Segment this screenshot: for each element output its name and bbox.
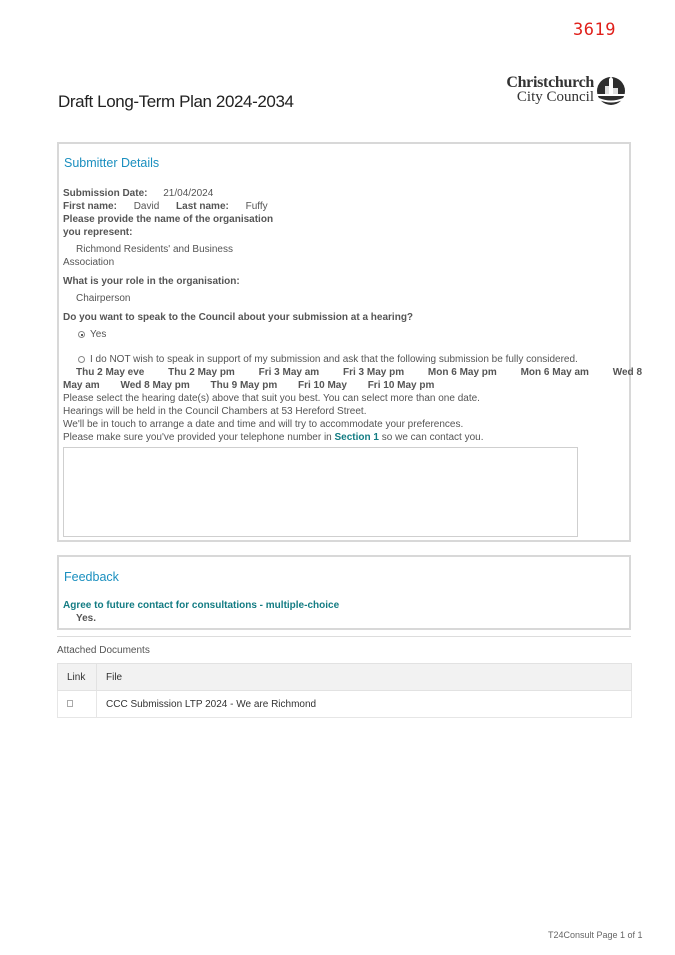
page-footer: T24Consult Page 1 of 1 xyxy=(548,930,643,940)
attachments-table xyxy=(57,663,632,718)
hearing-date: Fri 10 May xyxy=(298,380,347,391)
hearing-info-line-1: Please select the hearing date(s) above that suit you best. You can select more than one date. xyxy=(63,393,480,404)
hearing-info-line-2: Hearings will be held in the Council Chambers at 53 Hereford Street. xyxy=(63,406,367,417)
column-header-link: Link xyxy=(58,664,97,691)
table-row xyxy=(58,691,632,718)
hearing-date: Mon 6 May pm xyxy=(427,367,497,378)
hearing-date: Thu 2 May pm xyxy=(168,367,235,378)
hearing-option-no xyxy=(78,353,578,366)
hearing-date: May am xyxy=(63,380,100,391)
attachment-file-name: CCC Submission LTP 2024 - We are Richmond xyxy=(97,691,632,718)
submission-date-row xyxy=(63,187,213,200)
hearing-date: Mon 6 May am xyxy=(520,367,589,378)
hearing-date: Fri 3 May pm xyxy=(342,367,405,378)
council-logo xyxy=(500,75,628,107)
role-question: What is your role in the organisation: xyxy=(63,276,240,287)
attachment-link-cell[interactable] xyxy=(58,691,97,718)
document-number-stamp: 3619 xyxy=(573,20,616,40)
document-title: Draft Long-Term Plan 2024-2034 xyxy=(58,92,294,111)
comments-textarea[interactable] xyxy=(63,447,578,537)
column-header-file: File xyxy=(97,664,632,691)
hearing-date: Fri 3 May am xyxy=(258,367,320,378)
divider xyxy=(57,636,631,637)
feedback-question: Agree to future contact for consultations - multiple-choice xyxy=(63,600,340,611)
file-icon[interactable] xyxy=(67,700,73,707)
submitter-details-title: Submitter Details xyxy=(64,156,160,170)
hearing-info-line-3: We'll be in touch to arrange a date and time and will try to accommodate your preferences. xyxy=(63,419,464,430)
christchurch-cathedral-logo-icon xyxy=(595,76,627,106)
submission-date-value: 21/04/2024 xyxy=(163,188,214,199)
hearing-no-label: I do NOT wish to speak in support of my submission and ask that the following submission be fully considered. xyxy=(90,354,578,365)
org-question-line-2: you represent: xyxy=(63,227,133,238)
section-1-link[interactable]: Section 1 xyxy=(334,432,379,443)
submission-date-label: Submission Date: xyxy=(63,188,148,199)
table-header-row xyxy=(58,664,632,691)
last-name-value: Fuffy xyxy=(245,201,268,212)
role-answer: Chairperson xyxy=(76,293,131,304)
hearing-dates-line-1 xyxy=(76,366,642,379)
feedback-panel xyxy=(57,555,631,630)
feedback-title: Feedback xyxy=(64,570,119,584)
hearing-date: Wed 8 May pm xyxy=(120,380,190,391)
hearing-info-line-4: Please make sure you've provided your telephone number in Section 1 so we can contact you. xyxy=(63,432,484,443)
hearing-date: Thu 2 May eve xyxy=(76,367,145,378)
first-name-value: David xyxy=(133,201,160,212)
feedback-answer: Yes. xyxy=(76,613,97,624)
hearing-date: Wed 8 xyxy=(612,367,643,378)
logo-line-2: City Council xyxy=(516,89,594,105)
org-answer-line-1: Richmond Residents' and Business xyxy=(76,244,233,255)
radio-selected-icon xyxy=(78,331,85,338)
hearing-question: Do you want to speak to the Council about your submission at a hearing? xyxy=(63,312,414,323)
attached-documents-label: Attached Documents xyxy=(57,645,150,656)
logo-line-1: Christchurch xyxy=(506,74,594,91)
submitter-details-panel xyxy=(57,142,643,542)
first-name-label: First name: xyxy=(63,201,117,212)
org-answer-line-2: Association xyxy=(63,257,115,268)
org-question-line-1: Please provide the name of the organisation xyxy=(63,214,274,225)
hearing-date: Thu 9 May pm xyxy=(210,380,278,391)
hearing-yes-label: Yes xyxy=(90,329,107,340)
radio-unselected-icon xyxy=(78,356,85,363)
hearing-date: Fri 10 May pm xyxy=(367,380,435,391)
last-name-label: Last name: xyxy=(176,201,229,212)
name-row xyxy=(63,200,268,213)
hearing-option-yes xyxy=(78,328,106,341)
hearing-dates-line-2 xyxy=(63,379,434,392)
